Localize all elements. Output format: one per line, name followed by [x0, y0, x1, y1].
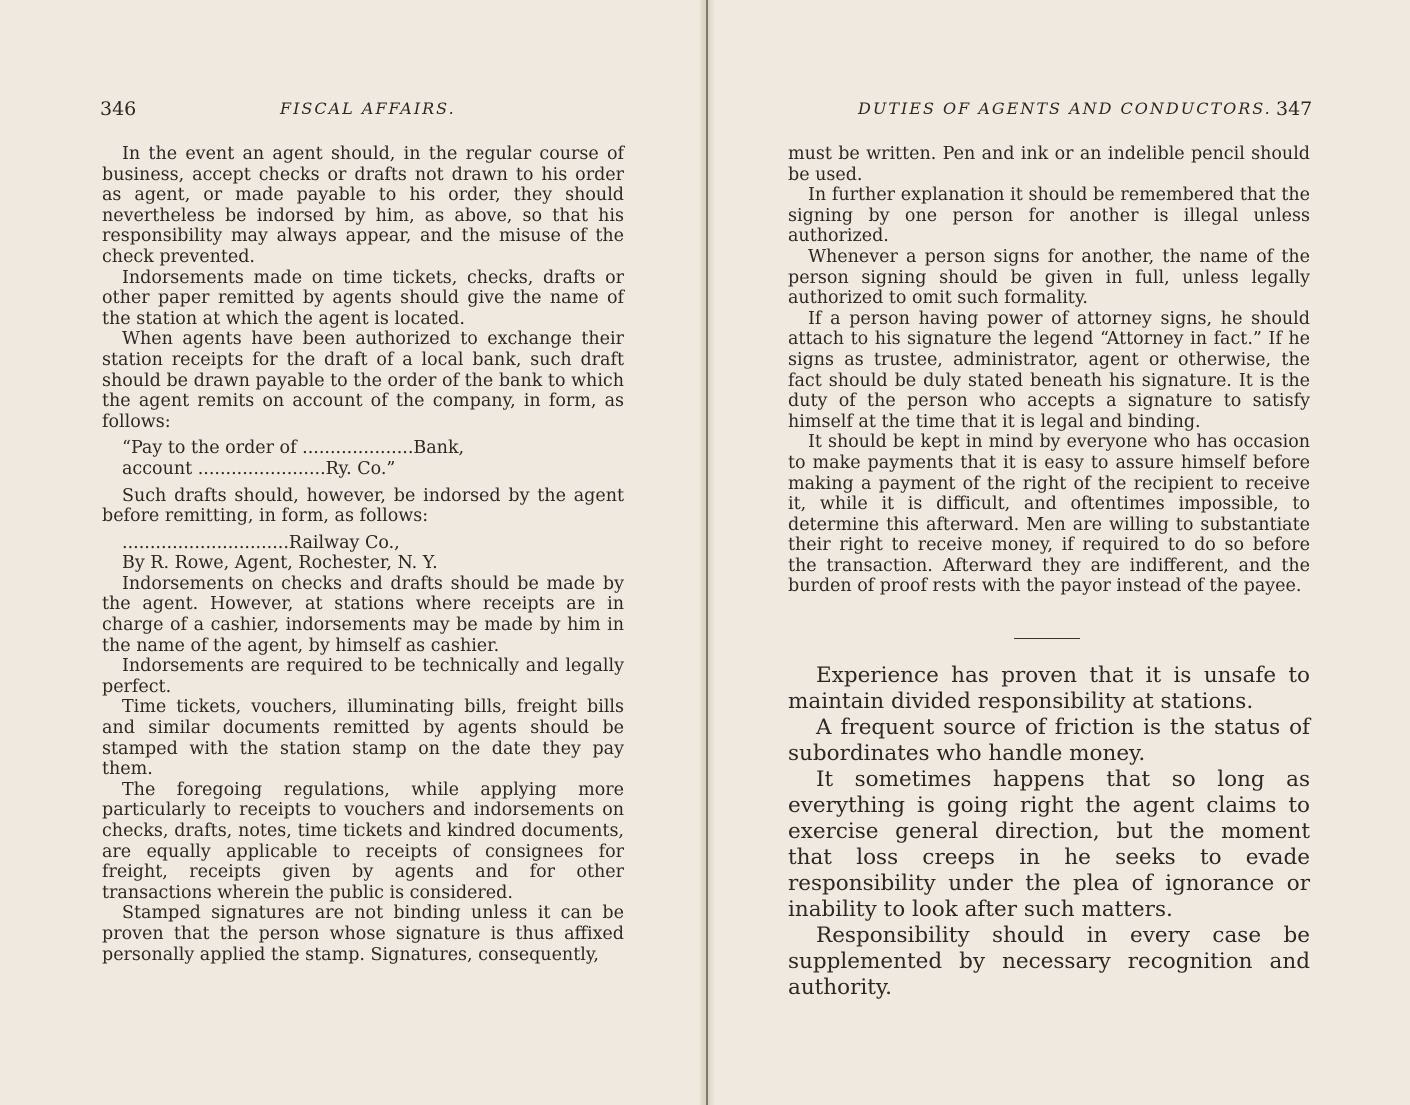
draft-form-line-2: account .......................Ry. Co.”	[122, 458, 396, 479]
right-page	[714, 0, 1410, 1105]
large-paragraph-3: It sometimes happens that so long as everything is going right the agent claims to exercise general direction, but the moment that loss creeps in he seeks to evade responsibility under the plea of ignorance or inability to look after such matters.	[788, 767, 1310, 922]
left-paragraph-4: Such drafts should, however, be indorsed by the agent before remitting, in form, as follows:	[102, 485, 624, 527]
right-paragraph-2: Whenever a person signs for another, the name of the person signing should be given in full, unless legally authorized to omit such formality.	[788, 246, 1310, 309]
large-paragraph-2: A frequent source of friction is the status of subordinates who handle money.	[788, 715, 1310, 766]
left-running-head: FISCAL AFFAIRS.	[280, 99, 456, 118]
right-body-text	[788, 144, 1310, 597]
left-body-text	[102, 144, 624, 965]
left-paragraph-1: In the event an agent should, in the regular course of business, accept checks or drafts not drawn to his order as agent, or made payable to his order, they should nevertheless be indorsed by him, as above, so that his responsibility may always appear, and the misuse of the check prevented.	[102, 144, 624, 267]
left-page	[0, 0, 700, 1105]
left-paragraph-2: Indorsements made on time tickets, checks, drafts or other paper remitted by agents should give the name of the station at which the agent is located.	[102, 267, 624, 329]
left-paragraph-9: Stamped signatures are not binding unless it can be proven that the person whose signature is thus affixed personally applied the stamp. Signatures, consequently,	[102, 903, 624, 965]
left-paragraph-5: Indorsements on checks and drafts should be made by the agent. However, at stations where receipts are in charge of a cashier, indorsements may be made by him in the name of the agent, by himself as cashier.	[102, 573, 624, 656]
right-paragraph-1: In further explanation it should be remembered that the signing by one person for another is illegal unless authorized.	[788, 185, 1310, 247]
section-divider	[1014, 638, 1080, 639]
left-paragraph-8: The foregoing regulations, while applying more particularly to receipts to vouchers and indorsements on checks, drafts, notes, time tickets and kindred documents, are equally applicable to receipts of consignees for freight, receipts given by agents and for other transactions wherein the public is considered.	[102, 779, 624, 903]
gutter-fold-line	[706, 0, 708, 1105]
large-paragraph-1: Experience has proven that it is unsafe to maintain divided responsibility at stations.	[788, 663, 1310, 714]
left-paragraph-3: When agents have been authorized to exchange their station receipts for the draft of a local bank, such draft should be drawn payable to the order of the bank to which the agent remits on account of the company, in form, as follows:	[102, 329, 624, 432]
right-paragraph-4: It should be kept in mind by everyone who has occasion to make payments that it is easy to assure himself before making a payment of the right of the recipient to receive it, while it is difficult, and oftentimes impossible, to determine this afterward. Men are willing to substantiate their right to receive money, if required to do so before the transaction. Afterward they are indifferent, and the burden of proof rests with the payor instead of the payee.	[788, 432, 1310, 597]
left-paragraph-7: Time tickets, vouchers, illuminating bills, freight bills and similar documents remitted by agents should be stamped with the station stamp on the date they pay them.	[102, 697, 624, 780]
large-paragraph-4: Responsibility should in every case be supplemented by necessary recognition and authority.	[788, 923, 1310, 1000]
left-page-number: 346	[100, 98, 137, 120]
right-page-number: 347	[1276, 98, 1313, 120]
draft-form-line-1: “Pay to the order of ....................Bank,	[122, 438, 465, 459]
right-paragraph-3: If a person having power of attorney signs, he should attach to his signature the legend “Attorney in fact.” If he signs as trustee, administrator, agent or otherwise, the fact should be duly stated beneath his signature. It is the duty of the person who accepts a signature to satisfy himself at the time that it is legal and binding.	[788, 308, 1310, 432]
left-paragraph-6: Indorsements are required to be technically and legally perfect.	[102, 656, 624, 697]
right-paragraph-continued: must be written. Pen and ink or an indelible pencil should be used.	[788, 144, 1310, 185]
right-running-head: DUTIES OF AGENTS AND CONDUCTORS.	[858, 99, 1272, 118]
indorsement-form-line-1: ..............................Railway Co.,	[122, 532, 400, 553]
indorsement-form-line-2: By R. Rowe, Agent, Rochester, N. Y.	[122, 553, 438, 574]
right-large-text	[788, 663, 1310, 1001]
